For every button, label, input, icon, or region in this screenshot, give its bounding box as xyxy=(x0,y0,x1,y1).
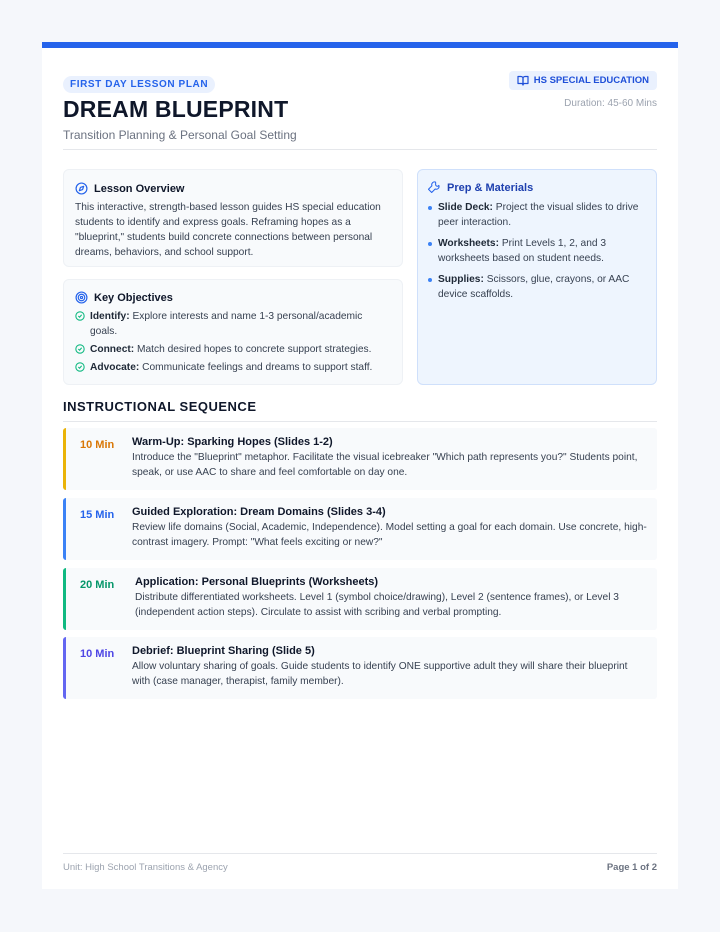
sequence-step-guided-exploration xyxy=(63,498,657,560)
check-circle-icon xyxy=(75,344,85,354)
prep-label: Supplies: xyxy=(438,274,484,285)
objective-item xyxy=(75,309,391,339)
page-number: Page 1 of 2 xyxy=(606,862,657,873)
lesson-plan-page xyxy=(42,42,678,889)
step-content xyxy=(135,576,647,630)
check-circle-icon xyxy=(75,362,85,372)
badge-label: HS SPECIAL EDUCATION xyxy=(533,75,649,86)
overview-text: This interactive, strength-based lesson guides HS special education students to identify and express goals. Reframing hopes as a "blueprint," students build concrete connections between personal dreams, behaviors, and school support. xyxy=(75,202,381,258)
lesson-overview-card xyxy=(63,169,403,267)
step-title: Warm-Up: Sparking Hopes (Slides 1-2) xyxy=(132,436,333,448)
objective-item xyxy=(75,342,391,357)
step-content xyxy=(132,436,647,490)
sequence-step-debrief xyxy=(63,637,657,699)
objective-item xyxy=(75,360,391,375)
key-objectives-card xyxy=(63,279,403,385)
objective-text xyxy=(90,309,391,339)
prep-text xyxy=(438,236,646,266)
grade-badge xyxy=(509,71,657,90)
step-title: Debrief: Blueprint Sharing (Slide 5) xyxy=(132,645,315,657)
bullet-dot xyxy=(428,278,432,282)
book-open-icon xyxy=(517,75,529,86)
step-content xyxy=(132,645,647,699)
objective-desc: Match desired hopes to concrete support strategies. xyxy=(137,344,372,355)
objective-desc: Explore interests and name 1-3 personal/academic goals. xyxy=(90,311,363,337)
prep-text xyxy=(438,272,646,302)
objectives-heading xyxy=(75,291,391,304)
prep-label: Slide Deck: xyxy=(438,202,493,213)
objectives-title: Key Objectives xyxy=(94,291,173,304)
prep-desc: Scissors, glue, crayons, or AAC device scaffolds. xyxy=(438,274,630,300)
prep-text xyxy=(438,200,646,230)
prep-title: Prep & Materials xyxy=(447,181,534,194)
prep-desc: Project the visual slides to drive peer interaction. xyxy=(438,202,639,228)
step-description: Introduce the "Blueprint" metaphor. Facilitate the visual icebreaker "Which path represents you?" Students point, speak, or use AAC to share and feel comfortable on day one. xyxy=(132,452,638,478)
objective-text xyxy=(90,360,372,375)
page-subtitle: Transition Planning & Personal Goal Setting xyxy=(63,128,297,142)
sequence-step-application xyxy=(63,568,657,630)
step-description: Review life domains (Social, Academic, Independence). Model setting a goal for each domain. Use concrete, high-contrast imagery. Prompt: "What feels exciting or new?" xyxy=(132,522,647,548)
objective-text xyxy=(90,342,371,357)
footer-unit: Unit: High School Transitions & Agency xyxy=(63,862,228,873)
prep-desc: Print Levels 1, 2, and 3 worksheets based on student needs. xyxy=(438,238,607,264)
step-time: 20 Min xyxy=(80,579,115,591)
duration: Duration: 45-60 Mins xyxy=(564,98,657,109)
instructional-sequence-heading: INSTRUCTIONAL SEQUENCE xyxy=(63,399,657,422)
wrench-icon xyxy=(428,181,441,194)
footer xyxy=(63,853,657,873)
prep-item xyxy=(428,272,646,302)
objective-label: Advocate: xyxy=(90,362,140,373)
header xyxy=(63,48,657,150)
compass-icon xyxy=(75,182,88,195)
prep-materials-card xyxy=(417,169,657,385)
overview-heading xyxy=(75,182,391,195)
objective-desc: Communicate feelings and dreams to support staff. xyxy=(142,362,373,373)
step-content xyxy=(132,506,647,560)
prep-item xyxy=(428,200,646,230)
target-icon xyxy=(75,291,88,304)
step-time: 10 Min xyxy=(80,648,115,660)
step-description: Allow voluntary sharing of goals. Guide students to identify ONE supportive adult they will share their blueprint with (case manager, therapist, family member). xyxy=(132,661,628,687)
page-title: DREAM BLUEPRINT xyxy=(63,96,289,122)
step-time: 10 Min xyxy=(80,439,115,451)
objective-label: Connect: xyxy=(90,344,135,355)
lesson-tag: FIRST DAY LESSON PLAN xyxy=(63,76,215,93)
check-circle-icon xyxy=(75,311,85,321)
objective-label: Identify: xyxy=(90,311,130,322)
sequence-step-warm-up xyxy=(63,428,657,490)
step-title: Guided Exploration: Dream Domains (Slides 3-4) xyxy=(132,506,386,518)
prep-label: Worksheets: xyxy=(438,238,499,249)
prep-heading xyxy=(428,181,646,194)
step-time: 15 Min xyxy=(80,509,115,521)
overview-title: Lesson Overview xyxy=(94,182,185,195)
bullet-dot xyxy=(428,242,432,246)
step-description: Distribute differentiated worksheets. Level 1 (symbol choice/drawing), Level 2 (sentence frames), or Level 3 (independent action steps). Circulate to assist with scribing and verbal prompting. xyxy=(135,592,619,618)
prep-item xyxy=(428,236,646,266)
bullet-dot xyxy=(428,206,432,210)
step-title: Application: Personal Blueprints (Worksheets) xyxy=(135,576,379,588)
